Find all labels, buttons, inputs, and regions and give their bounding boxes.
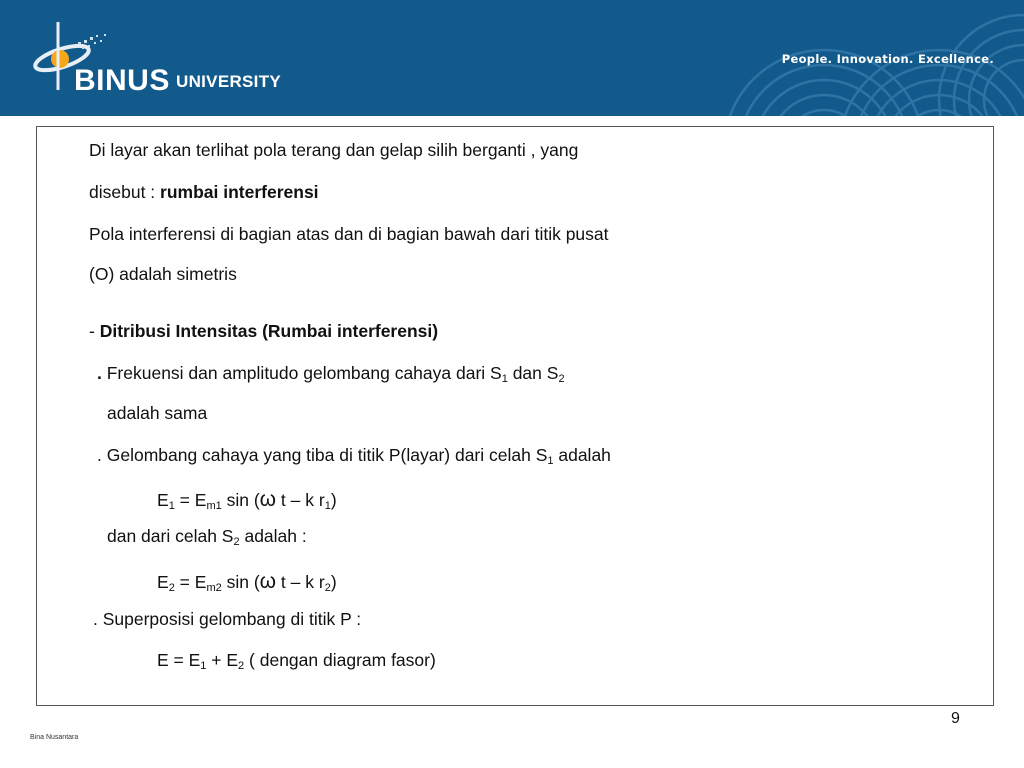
text-line: Di layar akan terlihat pola terang dan gelap silih berganti , yang xyxy=(89,140,579,160)
header-tagline: People. Innovation. Excellence. xyxy=(781,52,994,66)
equation-superposition: $E = E_1 + E_2$ ( dengan diagram fasor) xyxy=(157,650,436,672)
equation-e2: $E_2 = E_{m2}$ sin (ω t – k $r_2$) xyxy=(157,570,337,594)
logo-university-text: UNIVERSITY xyxy=(176,72,282,91)
equation-e1: $E_1 = E_{m1}$ sin (ω t – k $r_1$) xyxy=(157,488,337,512)
text-line: (O) adalah simetris xyxy=(89,264,237,284)
footer-text: Bina Nusantara xyxy=(30,734,79,741)
term-rumbai-interferensi: rumbai interferensi xyxy=(160,182,319,202)
section-heading: - Ditribusi Intensitas (Rumbai interferensi) xyxy=(89,321,439,341)
bullet-item: . Frekuensi dan amplitudo gelombang cahaya dari $S_1$ dan $S_2$ xyxy=(97,363,565,385)
slide-header xyxy=(0,0,1024,116)
logo-brand-text: BINUS xyxy=(74,64,170,97)
text-line: adalah sama xyxy=(107,403,208,423)
text-line: disebut : rumbai interferensi xyxy=(89,182,319,202)
bullet-item: . Gelombang cahaya yang tiba di titik P(layar) dari celah $S_1$ adalah xyxy=(97,445,611,467)
bullet-item: . Superposisi gelombang di titik P : xyxy=(93,609,362,629)
text-line: Pola interferensi di bagian atas dan di bagian bawah dari titik pusat xyxy=(89,224,609,244)
page-number: 9 xyxy=(951,710,960,727)
text-line: dan dari celah $S_2$ adalah : xyxy=(107,526,307,548)
